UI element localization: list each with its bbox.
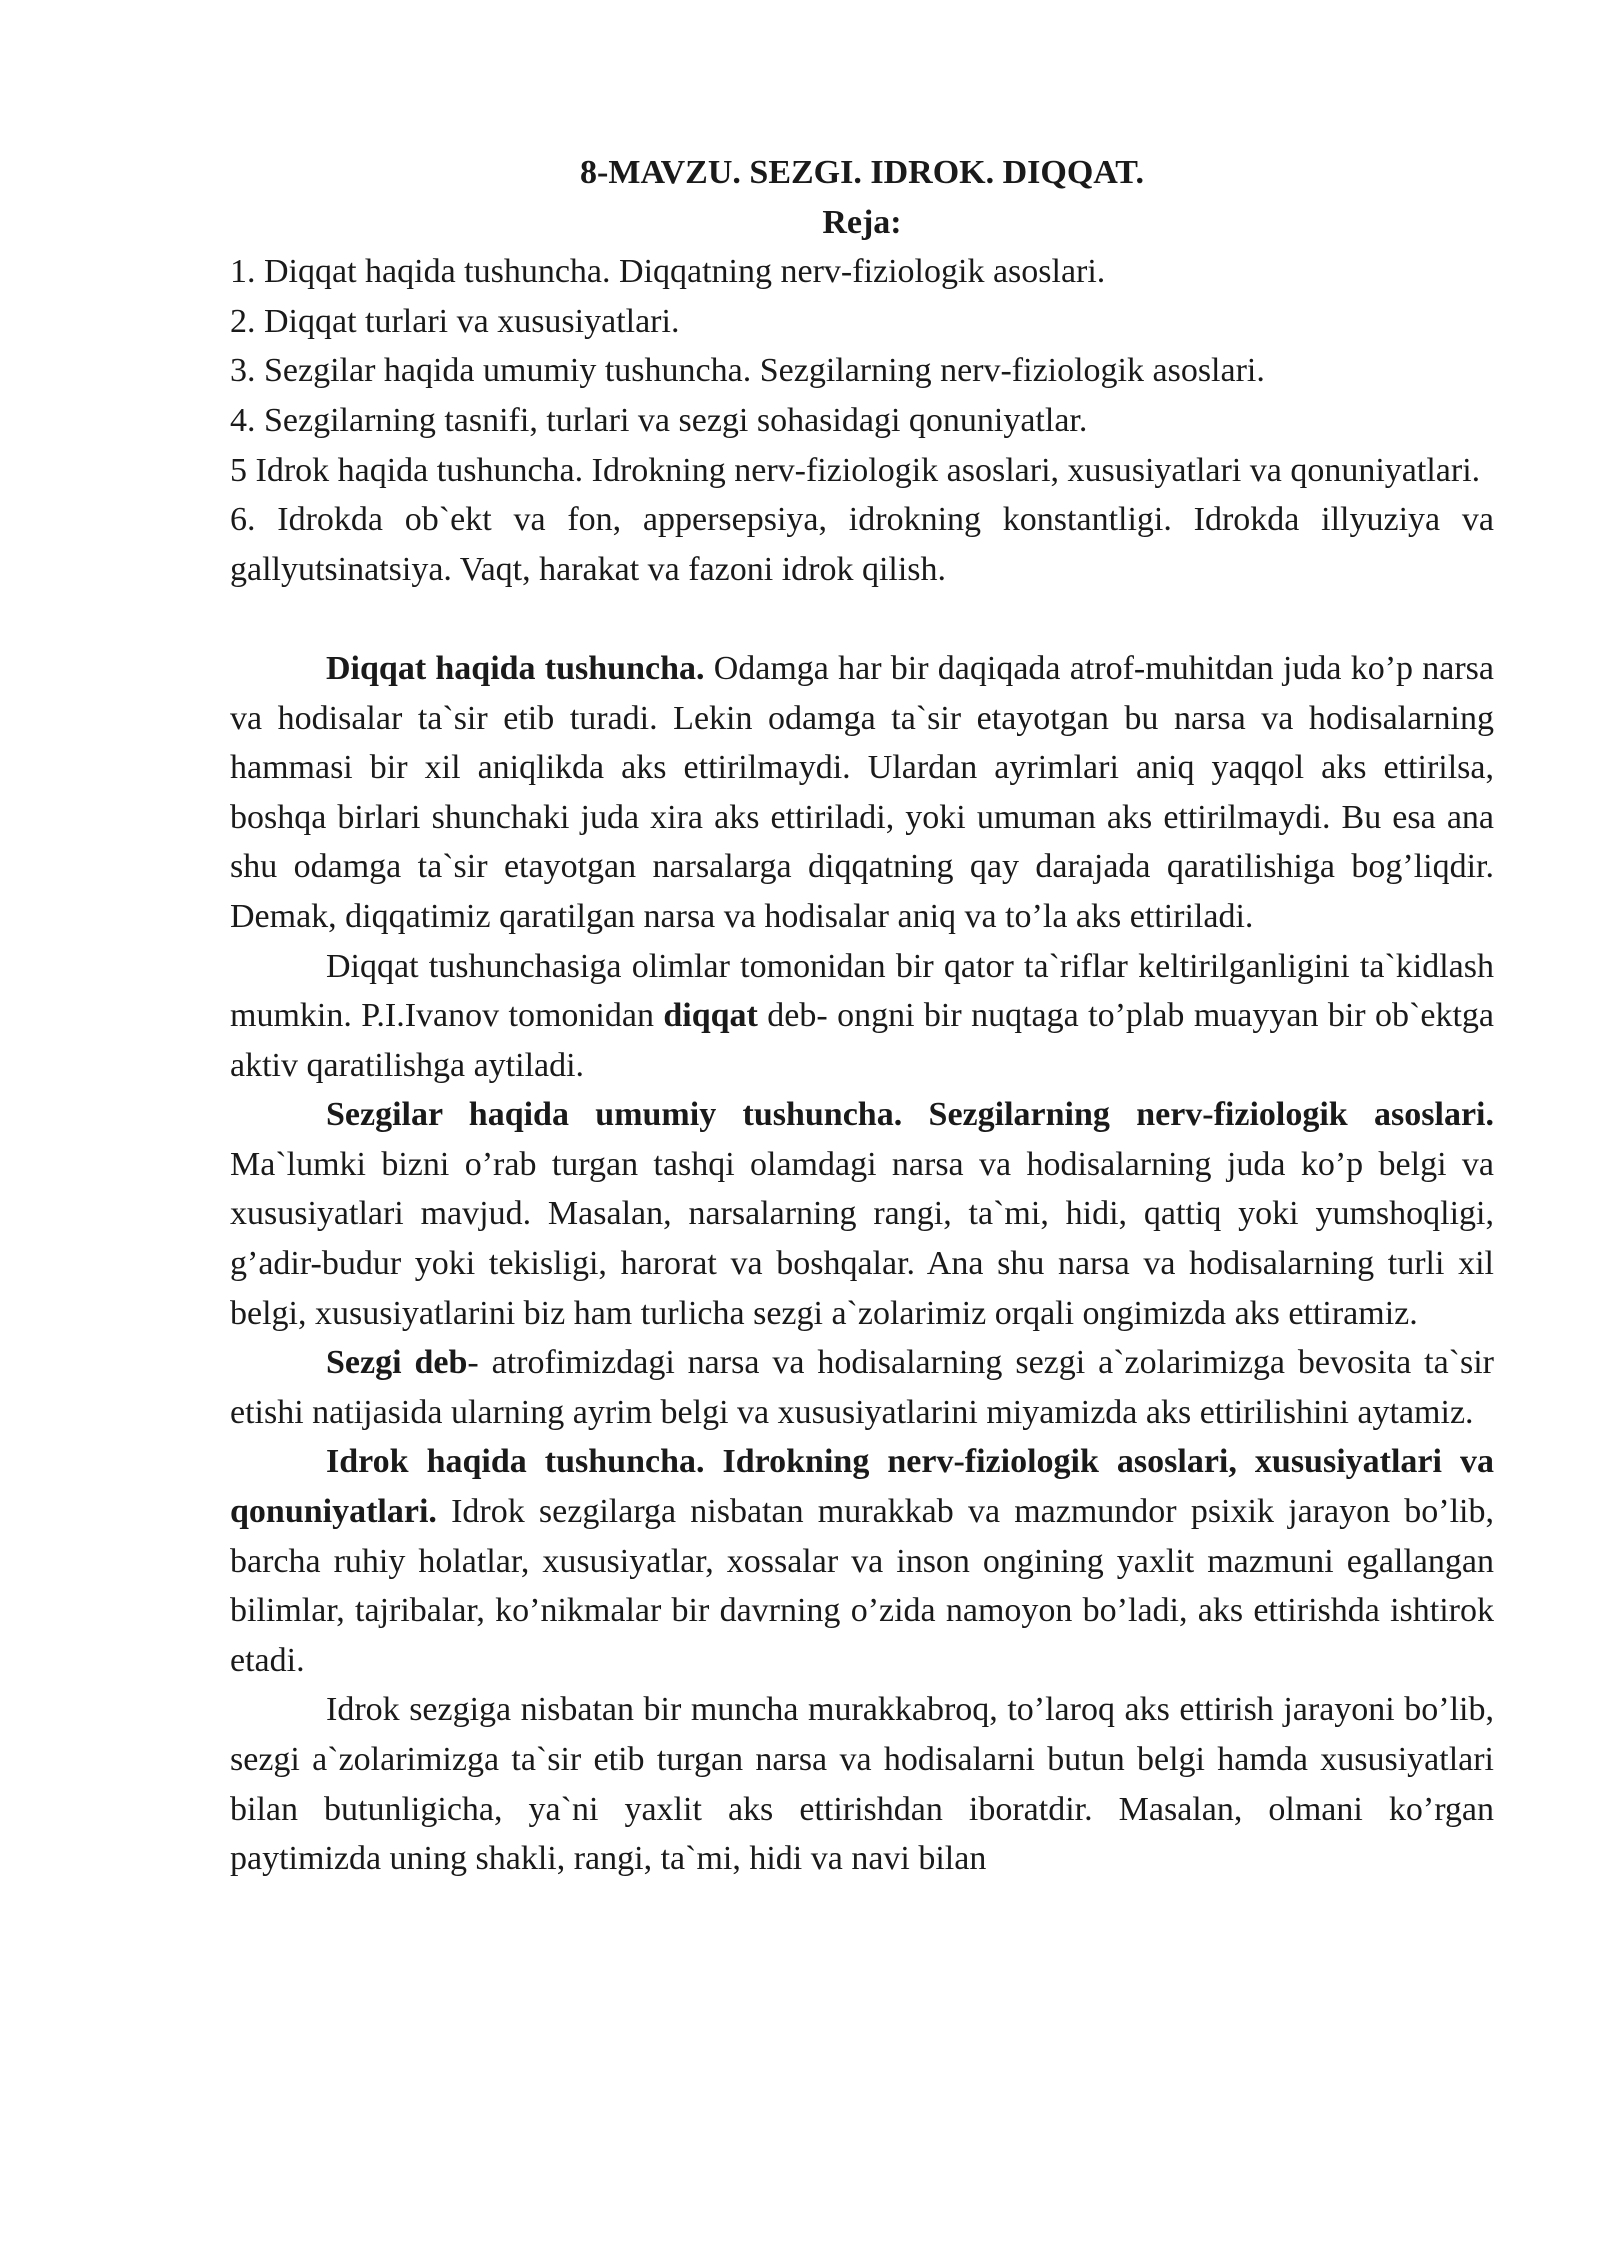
plan-item: 6. Idrokda ob`ekt va fon, appersepsiya, idrokning konstantligi. Idrokda illyuziya va gallyutsinatsiya. Vaqt, harakat va fazoni idrok qilish.	[230, 501, 1494, 588]
plan-heading: Reja:	[822, 203, 902, 241]
paragraph-text: Idrok sezgiga nisbatan bir muncha murakkabroq, to’laroq aks ettirish jarayoni bo’lib, sezgi a`zolarimizga ta`sir etib turgan narsa va hodisalarni butun belgi hamda xususiyatlari bilan butunligicha, ya`ni yaxlit aks ettirishdan iboratdir. Masalan, olmani ko’rgan paytimizda uning shakli, rangi, ta`mi, hidi va navi bilan	[230, 1691, 1494, 1878]
plan-item: 2. Diqqat turlari va xususiyatlari.	[230, 302, 680, 340]
document-title: 8-MAVZU. SEZGI. IDROK. DIQQAT.	[580, 154, 1144, 191]
paragraph-sensation-definition	[230, 1338, 1494, 1437]
paragraph-attention-definition	[230, 942, 1494, 1091]
paragraph-text: deb- ongni bir nuqtaga to’plab muayyan bir ob`ektga aktiv qaratilishga aytiladi.	[230, 997, 1494, 1084]
term-sezgi: Sezgi deb	[326, 1344, 468, 1382]
document-page	[230, 148, 1494, 1884]
section-heading-perception: Idrok haqida tushuncha. Idrokning nerv-fiziologik asoslari, xususiyatlari va qonuniyatlari.	[230, 1443, 1494, 1531]
paragraph-text: Ma`lumki bizni o’rab turgan tashqi olamdagi narsa va hodisalarning juda ko’p belgi va xususiyatlari mavjud. Masalan, narsalarning rangi, ta`mi, hidi, qattiq yoki yumshoqligi, g’adir-budur yoki tekisligi, harorat va boshqalar. Ana shu narsa va hodisalarning turli xil belgi, xususiyatlarini biz ham turlicha sezgi a`zolarimiz orqali ongimizda aks ettiramiz.	[230, 1145, 1494, 1332]
paragraph-text: Odamga har bir daqiqada atrof-muhitdan juda ko’p narsa va hodisalar ta`sir etib turadi. Lekin odamga ta`sir etayotgan bu narsa va hodisalarning hammasi bir xil aniqlikda aks ettirilmaydi. Ulardan ayrimlari aniq yaqqol aks ettirilsa, boshqa birlari shunchaki juda xira aks ettiriladi, yoki umuman aks ettirilmaydi. Bu esa ana shu odamga ta`sir etayotgan narsalarga diqqatning qay darajada qaratilishiga bog’liqdir. Demak, diqqatimiz qaratilgan narsa va hodisalar aniq va to’la aks ettiriladi.	[230, 649, 1494, 935]
paragraph-text: Idrok sezgilarga nisbatan murakkab va mazmundor psixik jarayon bo’lib, barcha ruhiy holatlar, xususiyatlar, xossalar va inson ongining yaxlit mazmuni egallangan bilimlar, tajribalar, ko’nikmalar bir davrning o’zida namoyon bo’ladi, aks ettirishda ishtirok etadi.	[230, 1493, 1494, 1679]
plan-item: 5 Idrok haqida tushuncha. Idrokning nerv-fiziologik asoslari, xususiyatlari va qonuniyatlari.	[230, 451, 1481, 489]
plan-item: 4. Sezgilarning tasnifi, turlari va sezgi sohasidagi qonuniyatlar.	[230, 401, 1088, 439]
plan-list	[230, 247, 1494, 594]
paragraph-text: - atrofimizdagi narsa va hodisalarning sezgi a`zolarimizga bevosita ta`sir etishi natijasida ularning ayrim belgi va xususiyatlarini miyamizda aks ettirilishini aytamiz.	[230, 1344, 1495, 1431]
paragraph-attention	[230, 644, 1494, 942]
section-heading-attention: Diqqat haqida tushuncha.	[326, 649, 705, 687]
spacer	[230, 594, 1494, 644]
plan-item: 1. Diqqat haqida tushuncha. Diqqatning nerv-fiziologik asoslari.	[230, 253, 1106, 291]
term-diqqat: diqqat	[663, 997, 758, 1035]
paragraph-perception	[230, 1437, 1494, 1685]
paragraph-sensations	[230, 1090, 1494, 1338]
paragraph-perception-detail	[230, 1685, 1494, 1883]
plan-item: 3. Sezgilar haqida umumiy tushuncha. Sezgilarning nerv-fiziologik asoslari.	[230, 352, 1265, 390]
section-heading-sensations: Sezgilar haqida umumiy tushuncha. Sezgilarning nerv-fiziologik asoslari.	[326, 1096, 1494, 1134]
paragraph-text: Diqqat tushunchasiga olimlar tomonidan bir qator ta`riflar keltirilganligini ta`kidlash mumkin. P.I.Ivanov tomonidan	[230, 947, 1494, 1035]
